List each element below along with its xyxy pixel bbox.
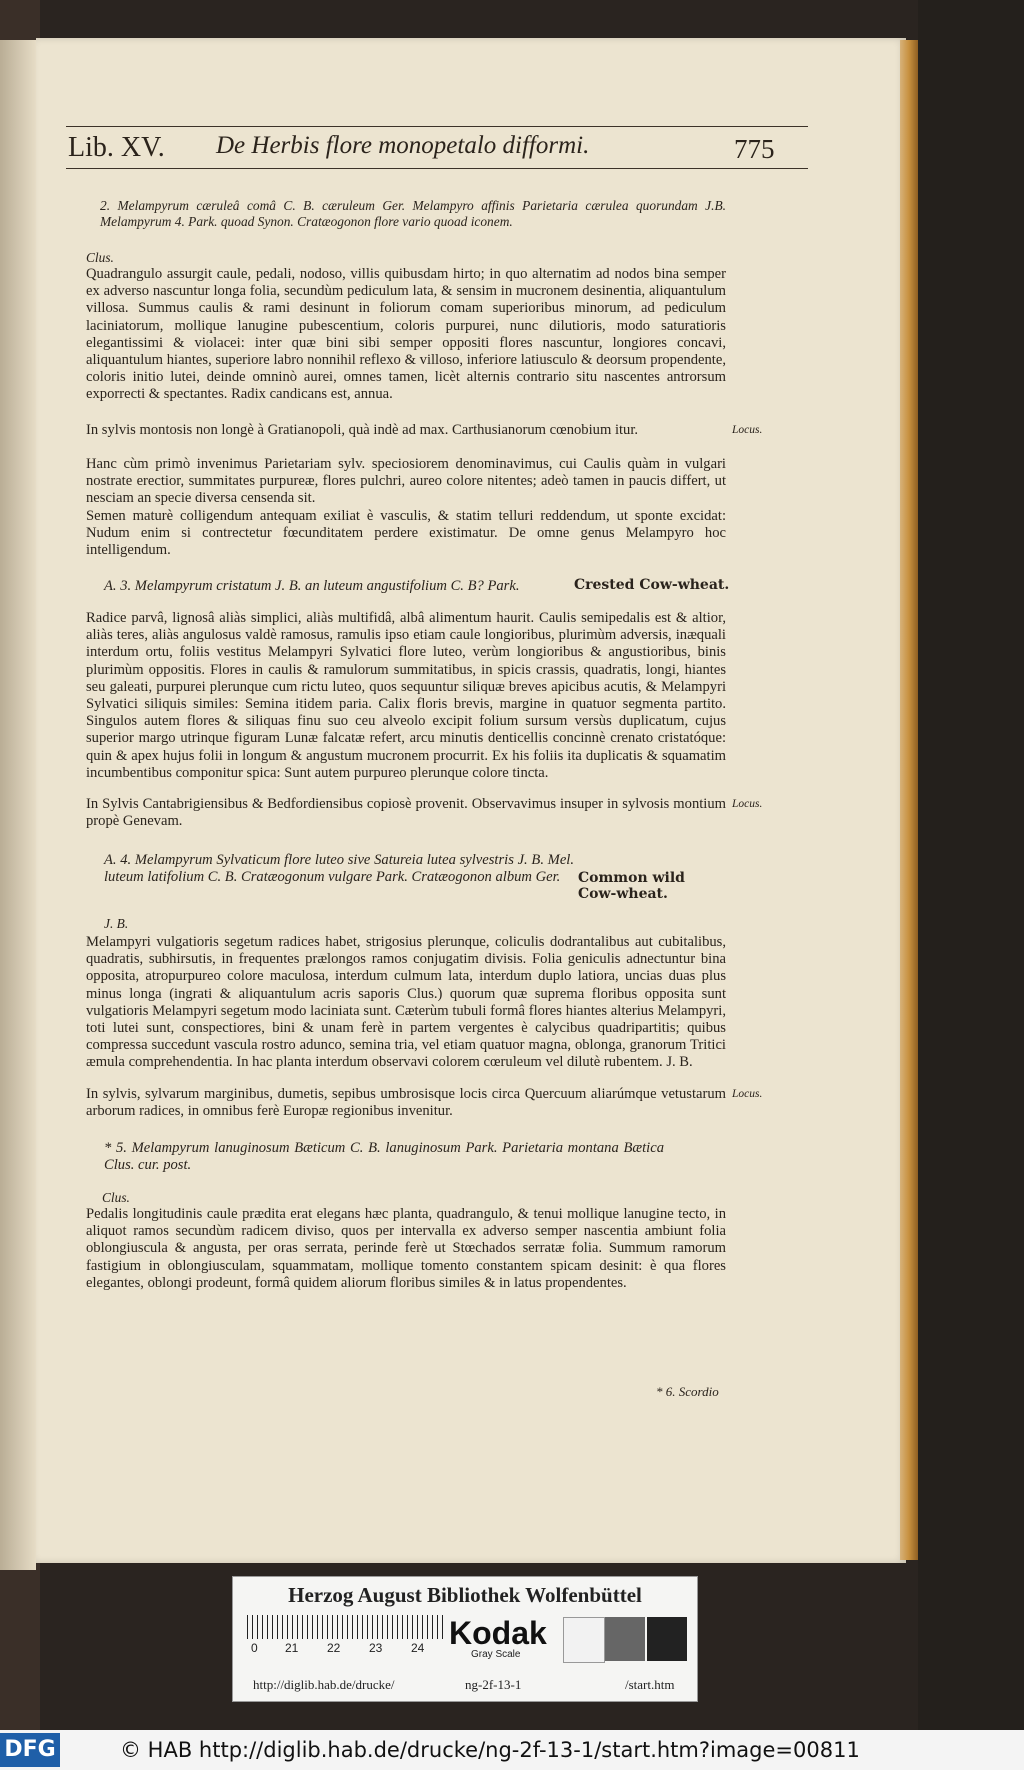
card-url-end: /start.htm xyxy=(625,1677,675,1692)
header-top-rule xyxy=(66,126,808,127)
header-title: De Herbis flore monopetalo difformi. xyxy=(216,132,590,159)
gray-swatch-mid xyxy=(605,1617,645,1661)
measurement-ruler xyxy=(247,1615,447,1639)
section-4-description: Melampyri vulgatioris segetum radices habet, strigosius plerunque, coliculis dodrantalibus aut cubitalibus, quadratis, subhirsutis, in frequentes prælongos ramos conjugatim divisis. Folia geniculis adnectuntur bina opposita, atropurpureo colore maculosa, interdum culmum lata, interdum duplo latiora, uncias duas plus minus longa (ingrati & aliquantulum acris saporis Clus.) quorum quæ suprema floribus opposita sunt vulgatioris Melampyri segetum modo laciniata sunt. Cæterùm tubuli formâ flores hiantes alterius Melampyri, toti lutei sunt, conspectiores, bini & unam ferè in partem vergentes è calycibus quadripartitis; quibus compressa succedunt vascula rostro adunco, semina tria, vel etiam quatuor magna, oblonga, granorum Tritici æmula comprehendentia. In hac planta interdum observavi colorem cœruleum vel dilutè rubentem. J. B. xyxy=(86,934,726,1071)
section-3-description: Radice parvâ, lignosâ aliàs simplici, aliàs multifidâ, albâ alimentum haurit. Caulis semipedalis est & altior, aliàs teres, aliàs angulosus valdè ramosus, ramulis ipso etiam caule longioribus, plurimùm adversis, inæquali interdum ortu, foliis vestitus Melampyri Sylvatici flore luteo, verùm longioribus & angustioribus, binis plurimùm oppositis. Flores in caulis & ramulorum summitatibus, in spicis crassis, quadratis, longi, hiantes seu galeati, purpurei plerunque cum rictu luteo, quos sequuntur siliquæ breves apicibus acutis, & Melampyri Sylvatici siliquis similes: Semina itidem paria. Calix floris brevis, margine in quatuor segmenta partito. Singulos autem flores & siliquas finu suo ceu alveolo excipit folium sursum versùs duplicatum, cujus superior margo utrinque figuram Lunæ falcatæ refert, arcu minutis denticellis concinnè crenato cristatóque: quin & apex hujus folii in longum & angustum mucronem procurrit. Ex his foliis ita duplicatis & squamatim incumbentibus componitur spica: Sunt autem purpureo plerunque colore tincta. xyxy=(86,610,726,781)
section-4-locality: In sylvis, sylvarum marginibus, dumetis, sepibus umbrosisque locis circa Quercuum aliarúmque vetustarum arborum radices, in omnibus ferè Europæ regionibus invenitur. xyxy=(86,1086,726,1120)
section-5-heading: * 5. Melampyrum lanuginosum Bæticum C. B. lanuginosum Park. Parietaria montana Bætica Clus. cur. post. xyxy=(104,1140,664,1174)
header-book-number: Lib. XV. xyxy=(68,132,165,163)
ruler-tick-label: 22 xyxy=(327,1641,341,1655)
page-number: 775 xyxy=(734,134,775,164)
section-2-locality: In sylvis montosis non longè à Gratianopoli, quà indè ad max. Carthusianorum cœnobium itur. xyxy=(86,422,639,438)
section-5-description: Pedalis longitudinis caule prædita erat elegans hæc planta, quadrangulo, & tenui mollique lanugine tecto, in aliquot ramos secundùm radicem diviso, quos per intervalla ex adverso semper nascentia ambiunt folia oblongiuscula & angusta, per oras serrata, perinde ferè ut Stœchados serratæ folia. Summum ramorum fastigium in oblongiusculam, squammatam, mollique tomento constantem spicam desinit: è qua flores elegantes, oblongi prodeunt, formâ quidem aliorum floribus similes & in latus propendentes. xyxy=(86,1206,726,1291)
section-2-description: Quadrangulo assurgit caule, pedali, nodoso, villis quibusdam hirto; in quo alternatim ad nodos bina semper ex adverso nascuntur longa folia, secundùm pediculum lata, & sensim in mucronem desinentia, aliquantulum villosa. Summus caulis & rami desinunt in foliorum comam superioribus minorum, ad pediculum laciniatorum, mollique lanugine pubescentium, coloris purpurei, nunc dilutioris, modo saturatioris elegantissimi & violacei: inter quæ bini sibi semper oppositi flores nascuntur, longiores concavi, aliquantulum hiantes, superiore labro nonnihil reflexo & villoso, inferiore latiusculo & deorsum propendente, coloris initio lutei, deinde omninò aurei, omnes tamen, licèt alternis contrario situ nascentes antrorsum exporrecti & spectantes. Radix candicans est, annua. xyxy=(86,266,726,403)
section-5-author: Clus. xyxy=(102,1190,130,1205)
facing-page-edge xyxy=(0,40,36,1570)
gray-swatch-light xyxy=(563,1617,605,1663)
gray-scale-label: Gray Scale xyxy=(471,1649,521,1660)
section-4-author: J. B. xyxy=(104,916,129,931)
section-3-locality: In Sylvis Cantabrigiensibus & Bedfordiensibus copiosè provenit. Observavimus insuper in sylvosis montium propè Genevam. xyxy=(86,796,726,830)
section-4-heading: A. 4. Melampyrum Sylvaticum flore luteo sive Satureia lutea sylvestris J. B. Mel. luteum latifolium C. B. Cratæogonum vulgare Park. Cratæogonon album Ger. xyxy=(104,852,574,886)
color-calibration-card xyxy=(232,1576,698,1702)
section-2-note: Hanc cùm primò invenimus Parietariam sylv. speciosiorem denominavimus, cui Caulis quàm in vulgari nostrate erectior, summitates purpureæ, flores pulchri, aureo colore nitentes; adeò tamen in paucis differt, ut nesciam an specie diversa censenda sit. xyxy=(86,456,726,507)
section-2-author: Clus. xyxy=(86,250,114,265)
section-4-english-name: Common wild Cow-wheat. xyxy=(578,870,685,902)
section-3-english-name: Crested Cow-wheat. xyxy=(574,577,730,593)
ruler-tick-label: 0 xyxy=(251,1641,258,1655)
footer-copyright-link[interactable]: © HAB http://diglib.hab.de/drucke/ng-2f-13-1/start.htm?image=00811 xyxy=(120,1738,860,1762)
header-bottom-rule xyxy=(66,168,808,169)
section-3-heading: A. 3. Melampyrum cristatum J. B. an luteum angustifolium C. B? Park. xyxy=(104,578,520,594)
card-url-id: ng-2f-13-1 xyxy=(465,1677,522,1692)
ruler-tick-label: 23 xyxy=(369,1641,383,1655)
dfg-logo: DFG xyxy=(0,1733,60,1767)
ruler-tick-label: 21 xyxy=(285,1641,299,1655)
margin-note-locus: Locus. xyxy=(732,424,763,436)
right-background xyxy=(918,0,1024,1730)
section-2-heading: 2. Melampyrum cæruleâ comâ C. B. cæruleum Ger. Melampyro affinis Parietaria cærulea quorundam J.B. Melampyrum 4. Park. quoad Synon. Cratæogonon flore vario quoad iconem. xyxy=(100,198,726,229)
ruler-tick-label: 24 xyxy=(411,1641,425,1655)
catchword: * 6. Scordio xyxy=(656,1384,719,1399)
page-fore-edge xyxy=(900,40,918,1560)
margin-note-locus-3: Locus. xyxy=(732,1088,763,1100)
library-name: Herzog August Bibliothek Wolfenbüttel xyxy=(288,1583,642,1607)
kodak-logo: Kodak xyxy=(449,1615,547,1651)
gray-swatch-dark xyxy=(647,1617,687,1661)
section-2-seed-note: Semen maturè colligendum antequam exiliat è vasculis, & statim telluri reddendum, ut sponte excidat: Nudum enim si contrectetur fœcunditatem perdere existimatur. De omne genus Melampyro hoc intelligendum. xyxy=(86,508,726,559)
margin-note-locus-2: Locus. xyxy=(732,798,763,810)
card-url-base: http://diglib.hab.de/drucke/ xyxy=(253,1677,395,1692)
